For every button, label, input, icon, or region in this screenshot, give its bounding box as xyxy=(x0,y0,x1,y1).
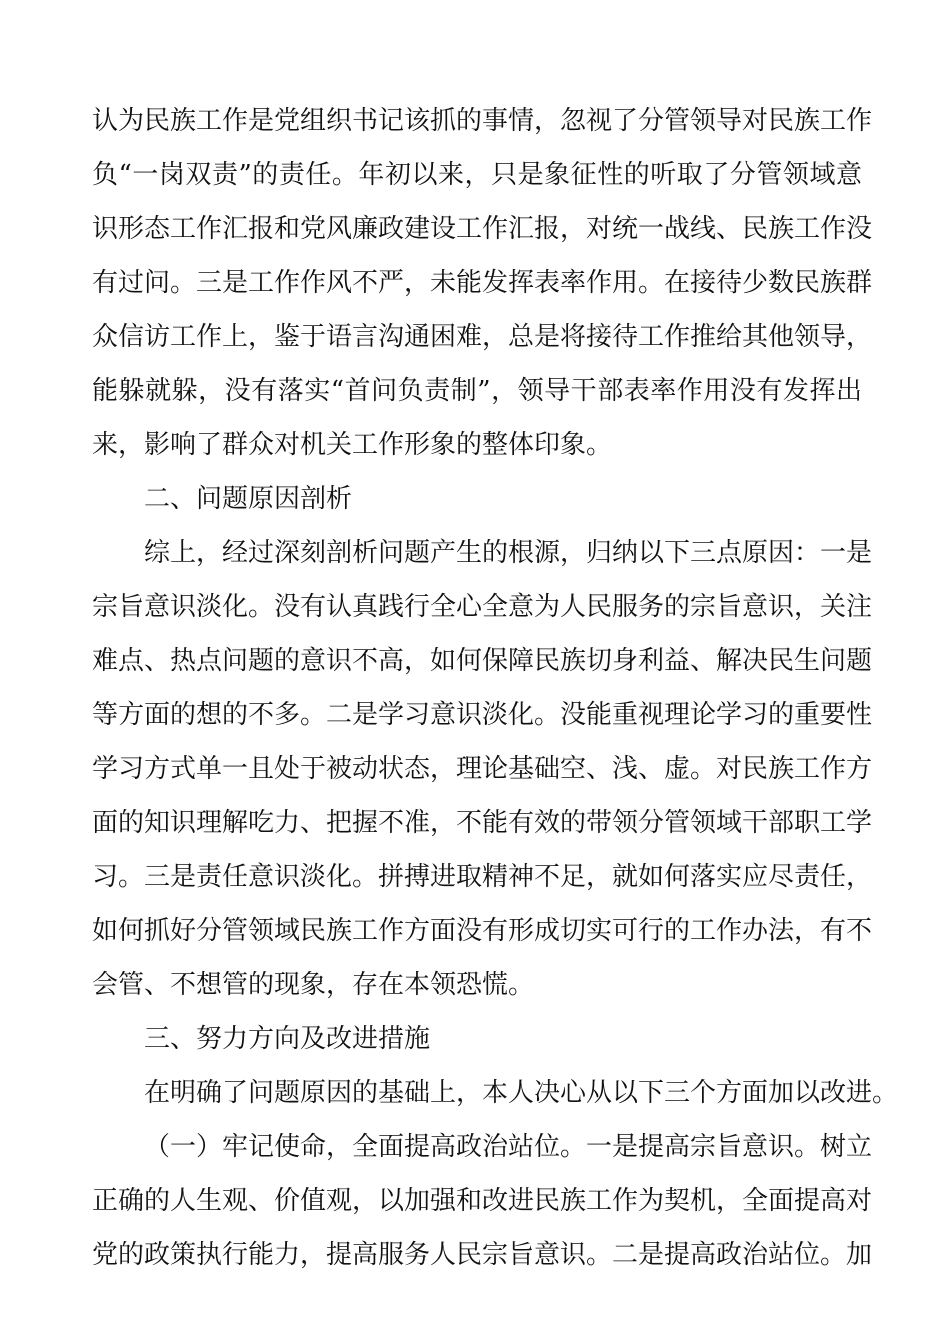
paragraph-line: 如何抓好分管领域民族工作方面没有形成切实可行的工作办法，有不 xyxy=(92,916,873,946)
paragraph-line: 有过问。三是工作作风不严，未能发挥表率作用。在接待少数民族群 xyxy=(92,268,873,298)
section-heading: 三、努力方向及改进措施 xyxy=(144,1024,431,1054)
document-body xyxy=(92,94,899,1282)
paragraph-line: 党的政策执行能力，提高服务人民宗旨意识。二是提高政治站位。加 xyxy=(92,1240,873,1270)
section-heading: 二、问题原因剖析 xyxy=(144,484,353,514)
paragraph-line: 习。三是责任意识淡化。拼搏进取精神不足，就如何落实应尽责任， xyxy=(92,862,873,892)
paragraph-line: 等方面的想的不多。二是学习意识淡化。没能重视理论学习的重要性 xyxy=(92,700,873,730)
paragraph-line: 能躲就躲，没有落实“首问负责制”，领导干部表率作用没有发挥出 xyxy=(92,376,862,406)
paragraph-line: 众信访工作上，鉴于语言沟通困难，总是将接待工作推给其他领导， xyxy=(92,322,873,352)
paragraph-line: 在明确了问题原因的基础上，本人决心从以下三个方面加以改进。 xyxy=(144,1078,899,1108)
paragraph-line: 负“一岗双责”的责任。年初以来，只是象征性的听取了分管领域意 xyxy=(92,160,862,190)
paragraph-line: 学习方式单一且处于被动状态，理论基础空、浅、虚。对民族工作方 xyxy=(92,754,873,784)
paragraph-line: 面的知识理解吃力、把握不准，不能有效的带领分管领域干部职工学 xyxy=(92,808,873,838)
paragraph-line: 正确的人生观、价值观，以加强和改进民族工作为契机，全面提高对 xyxy=(92,1186,873,1216)
paragraph-line: 会管、不想管的现象，存在本领恐慌。 xyxy=(92,970,535,1000)
paragraph-line: 宗旨意识淡化。没有认真践行全心全意为人民服务的宗旨意识，关注 xyxy=(92,592,873,622)
paragraph-line: 认为民族工作是党组织书记该抓的事情，忽视了分管领导对民族工作 xyxy=(92,106,873,136)
paragraph-line: 综上，经过深刻剖析问题产生的根源，归纳以下三点原因：一是 xyxy=(144,538,873,568)
paragraph-line: 识形态工作汇报和党风廉政建设工作汇报，对统一战线、民族工作没 xyxy=(92,214,873,244)
paragraph-line: （一）牢记使命，全面提高政治站位。一是提高宗旨意识。树立 xyxy=(144,1132,873,1162)
paragraph-line: 难点、热点问题的意识不高，如何保障民族切身利益、解决民生问题 xyxy=(92,646,873,676)
paragraph-line: 来，影响了群众对机关工作形象的整体印象。 xyxy=(92,430,613,460)
